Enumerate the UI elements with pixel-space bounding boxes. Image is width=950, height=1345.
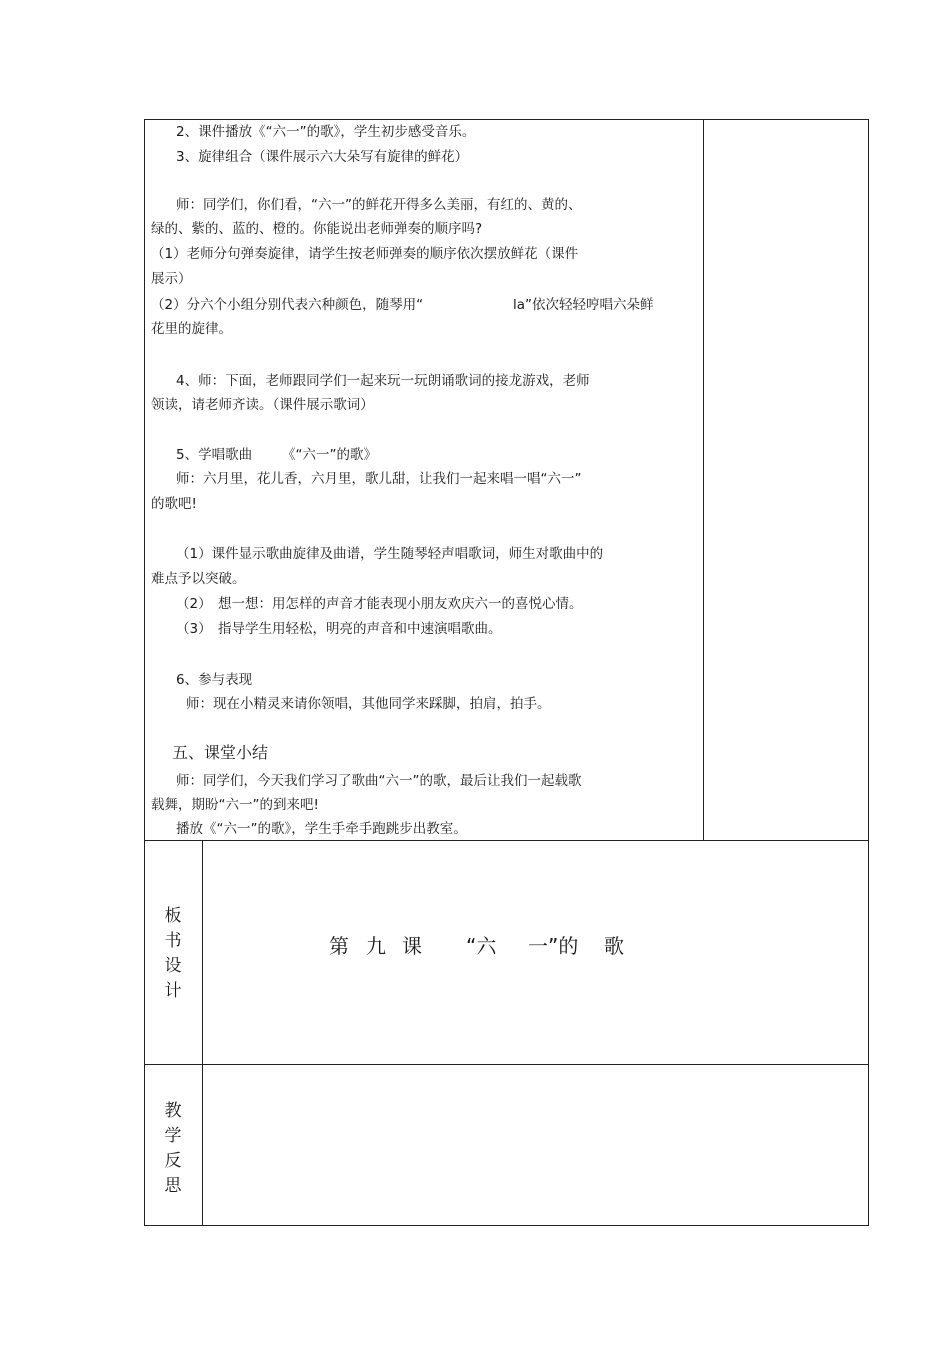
content-line: 师：同学们，你们看，“六一”的鲜花开得多么美丽，有红的、黄的、: [176, 197, 582, 213]
content-line: 5、学唱歌曲: [176, 447, 253, 463]
table-top-border: [144, 119, 869, 120]
content-line: 师：同学们，今天我们学习了歌曲“六一”的歌，最后让我们一起载歌: [176, 773, 582, 789]
title-part: “六: [466, 934, 497, 958]
title-part: 九: [366, 934, 386, 958]
content-line: 绿的、紫的、蓝的、橙的。你能说出老师弹奏的顺序吗?: [151, 221, 483, 237]
content-line: 的歌吧!: [151, 496, 197, 512]
label-char: 思: [164, 1176, 182, 1196]
label-char: 教: [164, 1101, 182, 1121]
content-line: （1）老师分句弹奏旋律，请学生按老师弹奏的顺序依次摆放鲜花（课件: [151, 246, 579, 262]
label-column-divider: [202, 840, 203, 1226]
content-line: 花里的旋律。: [151, 321, 232, 337]
table-bottom-border: [144, 1225, 869, 1226]
content-line: （3）: [176, 621, 212, 637]
label-char: 设: [164, 956, 182, 976]
content-line: 《“六一”的歌》: [282, 447, 377, 463]
content-line: la”依次轻轻哼唱六朵鲜: [513, 297, 654, 313]
section-heading: 五、课堂小结: [172, 743, 269, 762]
label-char: 学: [164, 1126, 182, 1146]
content-line: 指导学生用轻松，明亮的声音和中速演唱歌曲。: [218, 621, 502, 637]
content-line: 展示）: [151, 271, 192, 287]
reflection-label: [144, 1099, 202, 1199]
content-line: 4、师：下面，老师跟同学们一起来玩一玩朗诵歌词的接龙游戏，老师: [176, 373, 590, 389]
content-line: 想一想：用怎样的声音才能表现小朋友欢庆六一的喜悦心情。: [218, 596, 583, 612]
content-line: 领读，请老师齐读。（课件展示歌词）: [151, 397, 374, 413]
content-line: 播放《“六一”的歌》，学生手牵手跑跳步出教室。: [176, 821, 467, 837]
content-line: 6、参与表现: [176, 672, 253, 688]
table-right-border: [868, 119, 869, 1226]
title-part: 歌: [604, 934, 624, 958]
title-part: 一”的: [528, 934, 579, 958]
content-line: （1）课件显示歌曲旋律及曲谱，学生随琴轻声唱歌词，师生对歌曲中的: [176, 546, 604, 562]
content-line: 师：六月里，花儿香，六月里，歌儿甜，让我们一起来唱一唱“六一”: [176, 471, 582, 487]
content-line: 3、旋律组合（课件展示六大朵写有旋律的鲜花）: [176, 149, 469, 165]
content-line: （2）: [176, 596, 212, 612]
table-left-border: [144, 119, 145, 1226]
label-char: 反: [164, 1151, 182, 1171]
title-part: 课: [402, 934, 422, 958]
label-char: 计: [164, 981, 182, 1001]
notes-column-divider: [703, 119, 704, 841]
content-line: 2、课件播放《“六一”的歌》，学生初步感受音乐。: [176, 124, 476, 140]
label-char: 板: [164, 906, 182, 926]
content-line: 师：现在小精灵来请你领唱，其他同学来踩脚，拍肩，拍手。: [186, 696, 551, 712]
content-line: （2）分六个小组分别代表六种颜色，随琴用“: [151, 297, 424, 313]
row-divider-blackboard: [144, 840, 869, 841]
label-char: 书: [164, 931, 182, 951]
title-part: 第: [329, 934, 349, 958]
row-divider-reflection: [144, 1064, 869, 1065]
content-line: 载舞，期盼“六一”的到来吧!: [151, 797, 319, 813]
content-line: 难点予以突破。: [151, 571, 246, 587]
blackboard-label: [144, 904, 202, 1004]
